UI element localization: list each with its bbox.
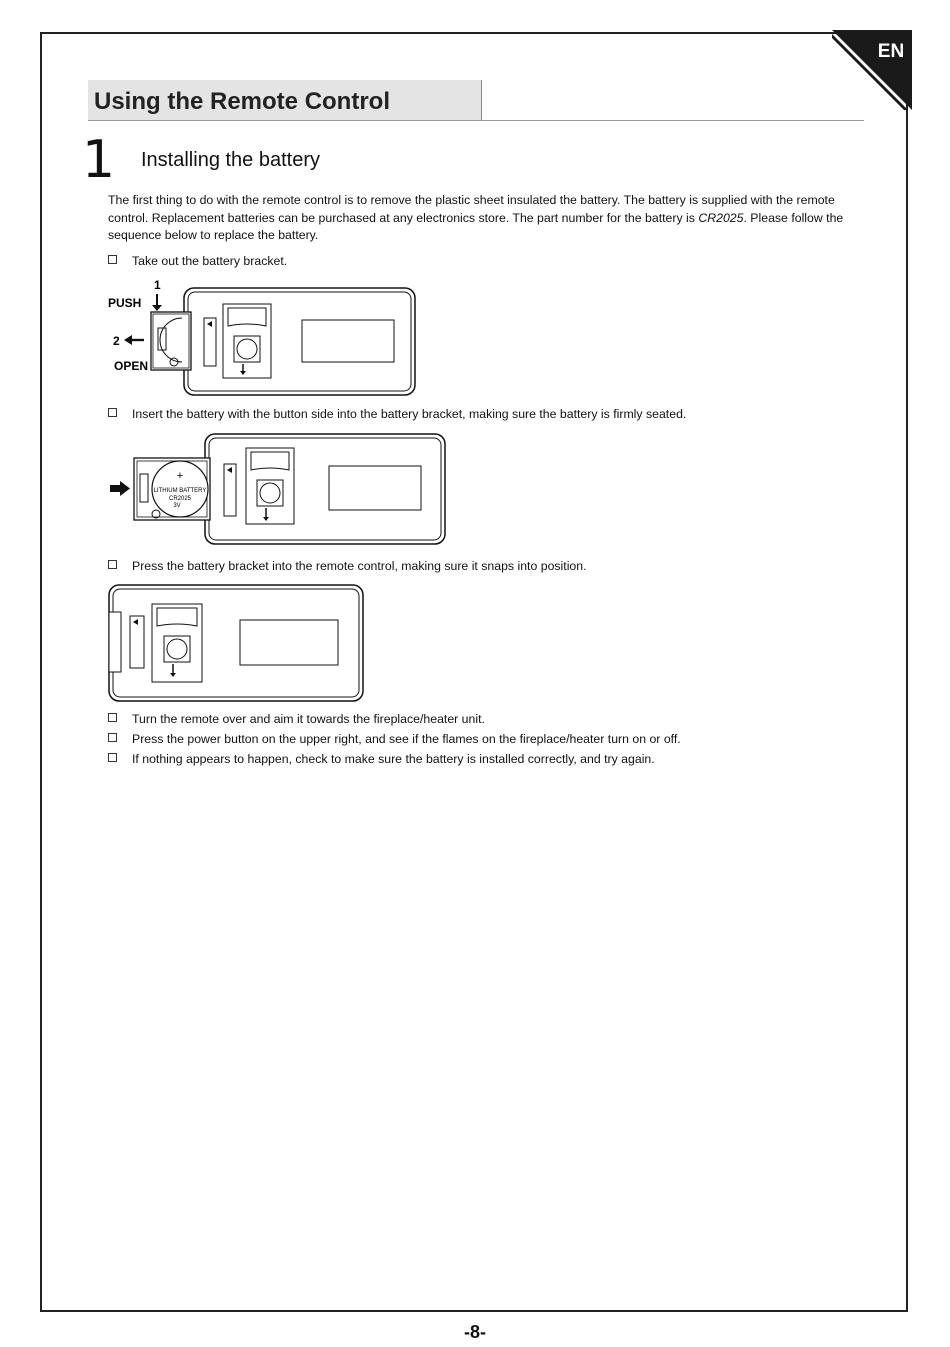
remote-display-window bbox=[240, 620, 338, 665]
bullet-item bbox=[108, 559, 587, 573]
step-title: Installing the battery bbox=[141, 149, 320, 171]
checkbox-bullet-icon bbox=[108, 255, 117, 264]
battery-voltage: 3V bbox=[173, 503, 181, 509]
bullet-text: Turn the remote over and aim it towards the fireplace/heater unit. bbox=[132, 712, 485, 726]
slot-arrow-icon bbox=[133, 619, 138, 625]
page-number: -8- bbox=[464, 1322, 486, 1342]
checkbox-bullet-icon bbox=[108, 408, 117, 417]
push-arrow-icon bbox=[152, 294, 162, 311]
bullet-item bbox=[108, 254, 287, 268]
checkbox-bullet-icon bbox=[108, 713, 117, 722]
bullet-item bbox=[108, 712, 485, 726]
svg-text:+: + bbox=[176, 470, 184, 482]
coin-cell-compartment bbox=[246, 448, 294, 524]
open-label: OPEN bbox=[114, 359, 149, 373]
section-title: Using the Remote Control bbox=[94, 88, 391, 115]
battery-label: LITHIUM BATTERY bbox=[153, 488, 207, 494]
checkbox-bullet-icon bbox=[108, 753, 117, 762]
remote-body bbox=[109, 585, 363, 701]
figure-remove-bracket bbox=[106, 276, 418, 398]
language-corner-tab bbox=[832, 30, 912, 110]
section-title-rule bbox=[88, 120, 864, 121]
intro-paragraph bbox=[108, 192, 858, 245]
bullet-item bbox=[108, 407, 686, 421]
remote-body bbox=[184, 288, 415, 395]
coin-cell-compartment bbox=[223, 304, 271, 378]
battery-part-number: CR2025 bbox=[698, 210, 744, 225]
step-2-label: 2 bbox=[113, 334, 120, 348]
open-arrow-icon bbox=[124, 335, 144, 345]
battery-model: CR2025 bbox=[168, 496, 192, 502]
intro-text-start: The first thing to do with the remote control is to remove the plastic sheet insulated the battery. The battery is supplied with the remote control. Replacement batteries can be purchased at any electronics store. The part number for the battery is bbox=[108, 193, 835, 225]
bullet-text: If nothing appears to happen, check to make sure the battery is installed correctly, and try again. bbox=[132, 752, 655, 766]
coin-cell-compartment bbox=[152, 604, 202, 682]
checkbox-bullet-icon bbox=[108, 560, 117, 569]
step-1-label: 1 bbox=[154, 278, 161, 292]
remote-body bbox=[205, 434, 445, 544]
bullet-item bbox=[108, 752, 655, 766]
push-label: PUSH bbox=[108, 296, 142, 310]
bullet-item bbox=[108, 732, 681, 746]
bullet-text: Press the battery bracket into the remote control, making sure it snaps into position. bbox=[132, 559, 587, 573]
battery-bracket bbox=[151, 312, 191, 370]
language-label: EN bbox=[877, 41, 905, 62]
coin-battery bbox=[152, 461, 208, 518]
bullet-text: Press the power button on the upper right, and see if the flames on the fireplace/heater turn on or off. bbox=[132, 732, 681, 746]
slot-arrow-icon bbox=[227, 467, 232, 473]
figure-insert-battery bbox=[106, 430, 448, 548]
intro-text-end: . Please follow the sequence below to replace the battery. bbox=[108, 210, 844, 242]
bullet-text: Insert the battery with the button side into the battery bracket, making sure the battery is firmly seated. bbox=[132, 407, 687, 421]
slot-arrow-icon bbox=[207, 321, 212, 327]
remote-display-window bbox=[302, 320, 394, 362]
bracket-edge bbox=[109, 612, 121, 672]
bullet-text: Take out the battery bracket. bbox=[132, 254, 288, 268]
insert-arrow-icon bbox=[110, 481, 130, 496]
checkbox-bullet-icon bbox=[108, 733, 117, 742]
step-number: 1 bbox=[82, 130, 116, 190]
figure-bracket-inserted bbox=[106, 582, 366, 704]
remote-display-window bbox=[329, 466, 421, 510]
